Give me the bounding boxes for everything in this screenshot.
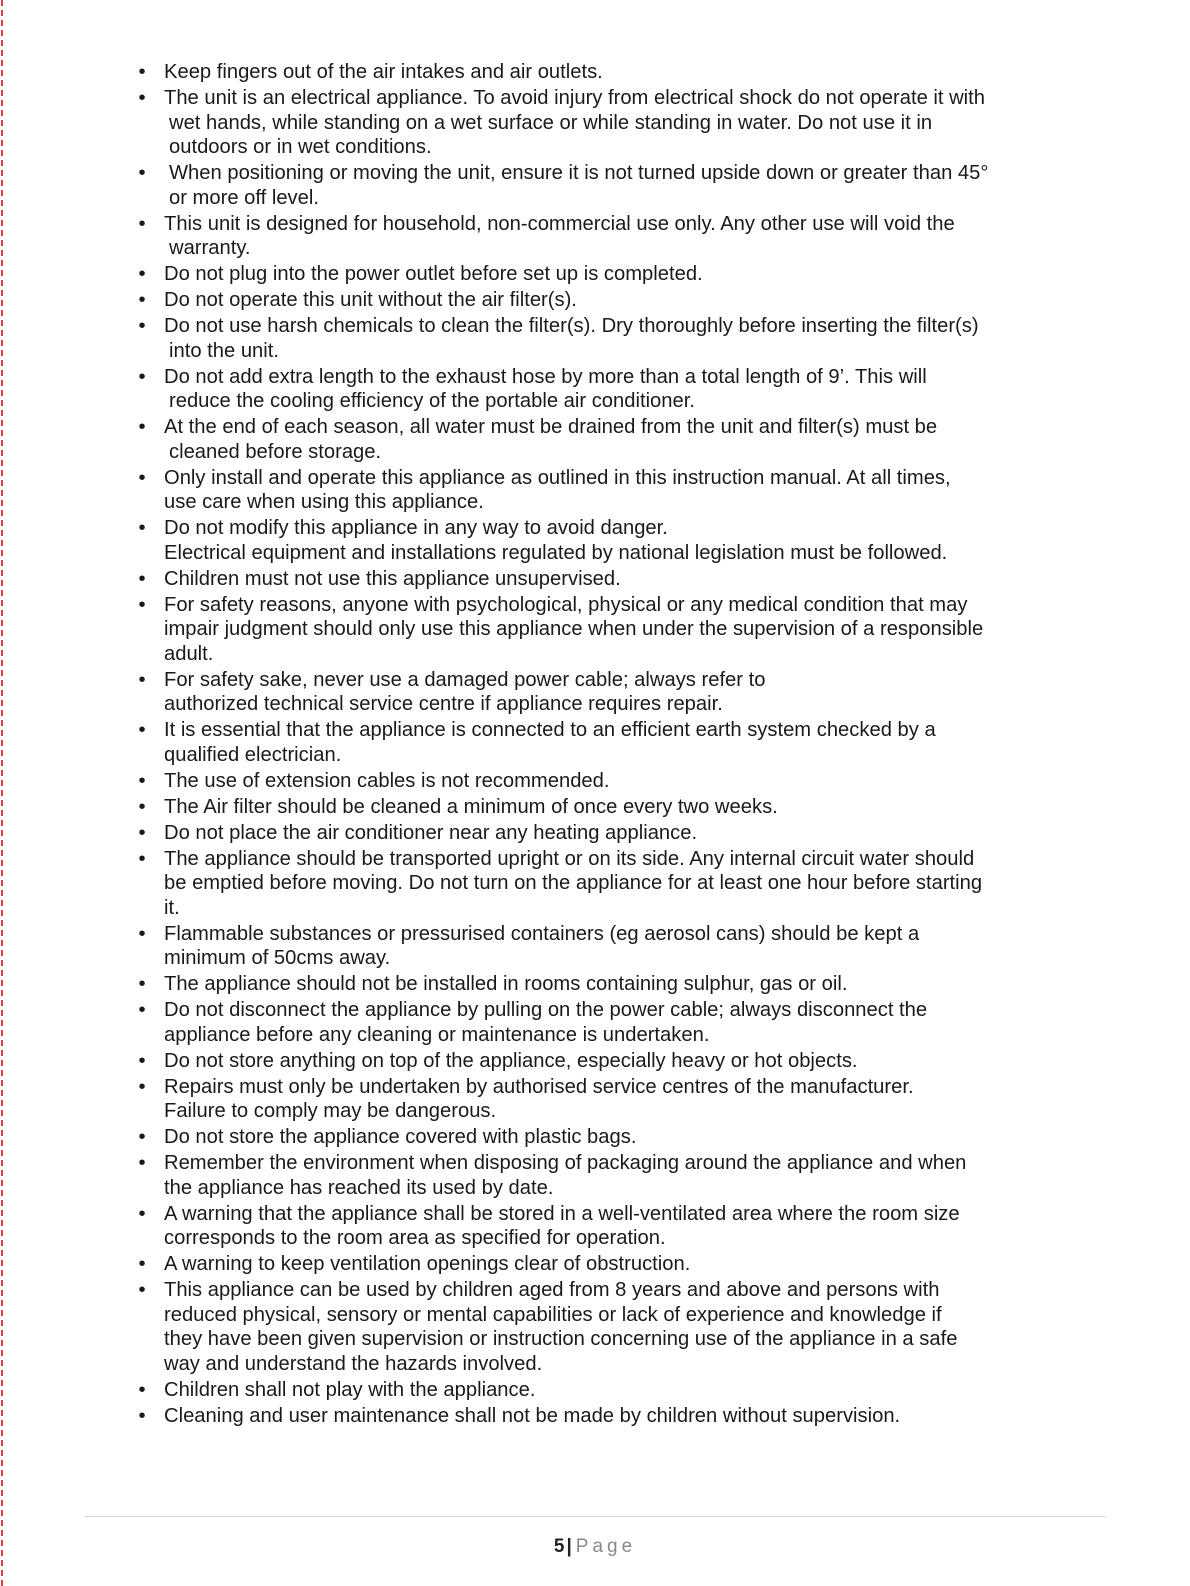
list-item [134, 1404, 1064, 1429]
list-item [134, 1049, 1064, 1074]
list-item-line: A warning that the appliance shall be stored in a well-ventilated area where the room size [164, 1202, 960, 1225]
list-item [134, 516, 1064, 565]
list-item [134, 718, 1064, 767]
list-item-line: Children must not use this appliance unsupervised. [164, 567, 621, 590]
list-item [134, 795, 1064, 820]
list-item-text [164, 1151, 1064, 1200]
list-item [134, 847, 1064, 921]
bullet-icon: • [138, 668, 146, 691]
list-item [134, 1125, 1064, 1150]
list-item-line: impair judgment should only use this appliance when under the supervision of a responsible [164, 618, 984, 640]
list-item-text [164, 593, 1064, 667]
list-item-text [164, 516, 1064, 565]
list-item [134, 567, 1064, 592]
list-item-text [164, 161, 1064, 210]
list-item [134, 998, 1064, 1047]
list-item-text [164, 1075, 1064, 1124]
list-item-line: outdoors or in wet conditions. [169, 136, 432, 158]
list-item-line: The appliance should be transported upright or on its side. Any internal circuit water should [164, 847, 975, 870]
list-item-line: appliance before any cleaning or maintenance is undertaken. [164, 1023, 710, 1046]
list-item [134, 1278, 1064, 1376]
list-item-line: Do not disconnect the appliance by pulling on the power cable; always disconnect the [164, 999, 928, 1021]
bullet-icon: • [138, 1279, 146, 1301]
list-item-text [164, 769, 1064, 794]
bullet-icon: • [138, 1378, 146, 1401]
page-label: Page [575, 1536, 637, 1557]
list-item-line: way and understand the hazards involved. [164, 1352, 543, 1375]
list-item-text [164, 972, 1064, 997]
bullet-icon: • [138, 1253, 146, 1275]
list-item [134, 314, 1064, 363]
list-item-text [164, 847, 1064, 921]
list-item-text [164, 262, 1064, 287]
list-item-text [164, 60, 1064, 85]
list-item-line: authorized technical service centre if appliance requires repair. [164, 693, 723, 715]
list-item-line: Only install and operate this appliance as outlined in this instruction manual. At all times, [164, 466, 951, 489]
bullet-icon: • [138, 567, 146, 590]
list-item-line: Children shall not play with the appliance. [164, 1378, 536, 1401]
list-item-line: reduce the cooling efficiency of the portable air conditioner. [169, 390, 695, 412]
bullet-icon: • [138, 1404, 146, 1427]
list-item-line: It is essential that the appliance is connected to an efficient earth system checked by a [164, 719, 936, 741]
list-item-line: This appliance can be used by children aged from 8 years and above and persons with [164, 1279, 940, 1301]
bullet-icon: • [138, 769, 146, 792]
list-item-line: Do not plug into the power outlet before set up is completed. [164, 263, 703, 285]
page-footer [0, 1536, 1190, 1558]
bullet-icon: • [138, 847, 146, 870]
list-item-line: Do not add extra length to the exhaust hose by more than a total length of 9’. This will [164, 365, 927, 388]
list-item-line: Do not store anything on top of the appliance, especially heavy or hot objects. [164, 1049, 858, 1072]
list-item-text [164, 415, 1064, 464]
list-item-line: A warning to keep ventilation openings clear of obstruction. [164, 1253, 691, 1275]
bullet-icon: • [138, 922, 146, 945]
safety-instructions [134, 60, 1064, 1428]
list-item-text [164, 718, 1064, 767]
list-item-line: Do not operate this unit without the air filter(s). [164, 289, 577, 311]
bullet-icon: • [138, 1152, 146, 1174]
bullet-icon: • [138, 365, 146, 388]
list-item-text [164, 314, 1064, 363]
list-item-line: Failure to comply may be dangerous. [164, 1100, 497, 1122]
bullet-icon: • [138, 1202, 146, 1225]
list-item-line: For safety sake, never use a damaged power cable; always refer to [164, 668, 766, 691]
list-item-text [164, 922, 1064, 971]
list-item-text [164, 795, 1064, 820]
list-item-line: corresponds to the room area as specified for operation. [164, 1227, 666, 1249]
page-separator: | [566, 1536, 572, 1557]
list-item [134, 1075, 1064, 1124]
footer-divider [84, 1516, 1106, 1517]
list-item-line: Do not use harsh chemicals to clean the filter(s). Dry thoroughly before inserting the filter(s) [164, 315, 979, 337]
list-item-line: Do not store the appliance covered with plastic bags. [164, 1126, 637, 1148]
list-item-line: Keep fingers out of the air intakes and air outlets. [164, 61, 603, 83]
bullet-icon: • [138, 973, 146, 995]
list-item [134, 288, 1064, 313]
list-item [134, 769, 1064, 794]
list-item-line: The appliance should not be installed in rooms containing sulphur, gas or oil. [164, 973, 848, 995]
list-item-line: or more off level. [169, 186, 319, 209]
list-item-line: This unit is designed for household, non-commercial use only. Any other use will void the [164, 212, 955, 235]
list-item-text [164, 1202, 1064, 1251]
list-item-line: At the end of each season, all water must be drained from the unit and filter(s) must be [164, 416, 938, 438]
list-item-line: reduced physical, sensory or mental capabilities or lack of experience and knowledge if [164, 1303, 942, 1326]
list-item-text [164, 1404, 1064, 1429]
list-item-text [164, 212, 1064, 261]
list-item-text [164, 1049, 1064, 1074]
bullet-icon: • [138, 289, 146, 311]
list-item-line: For safety reasons, anyone with psychological, physical or any medical condition that may [164, 593, 968, 616]
list-item-text [164, 365, 1064, 414]
list-item [134, 1202, 1064, 1251]
list-item-line: warranty. [169, 237, 251, 259]
list-item-line: Electrical equipment and installations regulated by national legislation must be followed. [164, 541, 948, 564]
bullet-icon: • [138, 1075, 146, 1098]
bullet-icon: • [138, 795, 146, 818]
list-item [134, 365, 1064, 414]
list-item [134, 212, 1064, 261]
list-item-line: Do not modify this appliance in any way to avoid danger. [164, 517, 668, 539]
margin-cut-line [1, 0, 3, 1586]
list-item-line: wet hands, while standing on a wet surface or while standing in water. Do not use it in [169, 111, 933, 134]
list-item-line: The Air filter should be cleaned a minimum of once every two weeks. [164, 795, 778, 818]
list-item-text [164, 1378, 1064, 1403]
list-item-line: minimum of 50cms away. [164, 947, 391, 969]
bullet-icon: • [138, 87, 146, 109]
list-item [134, 1252, 1064, 1277]
bullet-icon: • [138, 719, 146, 741]
bullet-icon: • [138, 517, 146, 539]
safety-list [134, 60, 1064, 1428]
list-item [134, 86, 1064, 160]
list-item-line: Do not place the air conditioner near any heating appliance. [164, 821, 698, 844]
list-item-line: Remember the environment when disposing of packaging around the appliance and when [164, 1152, 967, 1174]
list-item-line: into the unit. [169, 339, 279, 362]
list-item [134, 60, 1064, 85]
list-item-text [164, 466, 1064, 515]
list-item-text [164, 86, 1064, 160]
list-item-line: they have been given supervision or instruction concerning use of the appliance in a safe [164, 1328, 958, 1350]
list-item-text [164, 1125, 1064, 1150]
list-item [134, 262, 1064, 287]
bullet-icon: • [138, 999, 146, 1021]
bullet-icon: • [138, 821, 146, 844]
list-item [134, 922, 1064, 971]
bullet-icon: • [138, 263, 146, 285]
list-item [134, 1378, 1064, 1403]
bullet-icon: • [138, 466, 146, 489]
list-item-text [164, 1252, 1064, 1277]
list-item-text [164, 567, 1064, 592]
list-item [134, 821, 1064, 846]
list-item-line: When positioning or moving the unit, ensure it is not turned upside down or greater than 45° [169, 162, 989, 184]
list-item [134, 1151, 1064, 1200]
list-item-line: Repairs must only be undertaken by authorised service centres of the manufacturer. [164, 1075, 914, 1098]
list-item-line: The unit is an electrical appliance. To avoid injury from electrical shock do not operate it with [164, 87, 986, 109]
list-item [134, 972, 1064, 997]
bullet-icon: • [138, 593, 146, 616]
list-item-text [164, 998, 1064, 1047]
bullet-icon: • [138, 1126, 146, 1148]
list-item-text [164, 668, 1064, 717]
list-item [134, 593, 1064, 667]
bullet-icon: • [138, 162, 146, 184]
bullet-icon: • [138, 212, 146, 235]
bullet-icon: • [138, 1049, 146, 1072]
list-item-text [164, 821, 1064, 846]
list-item-line: The use of extension cables is not recommended. [164, 769, 610, 792]
list-item-line: be emptied before moving. Do not turn on the appliance for at least one hour before starting [164, 872, 983, 894]
list-item-line: qualified electrician. [164, 743, 342, 766]
list-item [134, 466, 1064, 515]
list-item-line: it. [164, 896, 180, 919]
list-item-line: Flammable substances or pressurised containers (eg aerosol cans) should be kept a [164, 922, 920, 945]
list-item-text [164, 1278, 1064, 1376]
list-item [134, 161, 1064, 210]
list-item-line: the appliance has reached its used by date. [164, 1176, 554, 1199]
page-number: 5 [553, 1536, 565, 1557]
list-item [134, 415, 1064, 464]
bullet-icon: • [138, 61, 146, 83]
list-item-line: Cleaning and user maintenance shall not be made by children without supervision. [164, 1404, 901, 1427]
list-item-text [164, 288, 1064, 313]
bullet-icon: • [138, 416, 146, 438]
list-item [134, 668, 1064, 717]
list-item-line: adult. [164, 642, 214, 665]
list-item-line: use care when using this appliance. [164, 491, 484, 513]
list-item-line: cleaned before storage. [169, 440, 382, 463]
bullet-icon: • [138, 315, 146, 337]
